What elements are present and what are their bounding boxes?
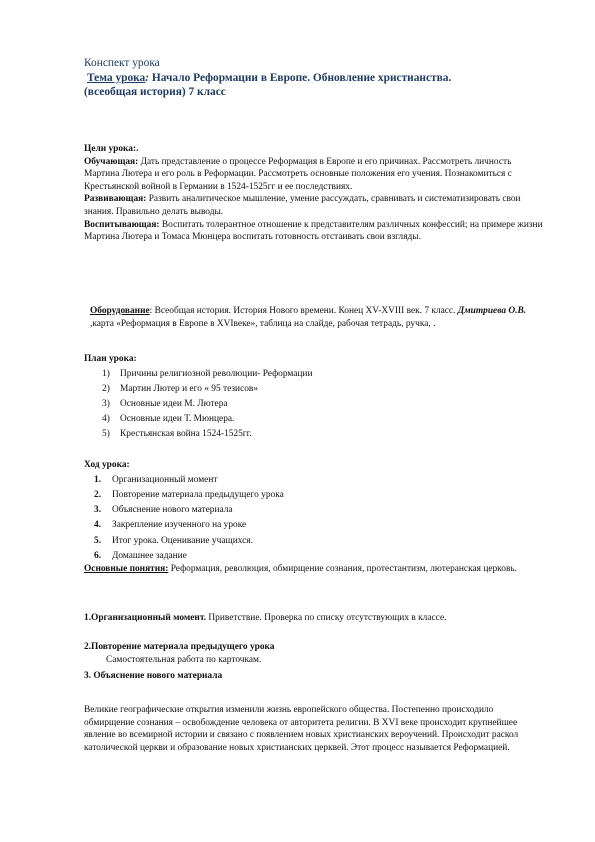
course-item <box>94 504 544 517</box>
section-review <box>84 641 544 666</box>
plan-list <box>84 368 544 441</box>
plan-item-number: 5) <box>102 428 110 439</box>
course-item-text: Домашнее задание <box>112 551 187 561</box>
plan-item-number: 4) <box>102 413 110 424</box>
lesson-theme <box>84 71 544 86</box>
goal-developing-text: Развить аналитическое мышление, умение рассуждать, сравнивать и систематизировать свои знания. Правильно делать выводы. <box>84 194 521 217</box>
theme-text: Начало Реформации в Европе. Обновление христианства. <box>149 71 452 84</box>
main-paragraph: Великие географические открытия изменили жизнь европейского общества. Постепенно происходило обмирщение сознания – освобождение человека от авторитета религии. В XVI веке происходит крупнейшее явление во всемирной истории и связано с появлением новых христианских вероучений. Происходит раскол католической церкви и образование новых христианских церквей. Этот процесс называется Реформацией. <box>84 705 519 753</box>
plan-item-text: Мартин Лютер и его « 95 тезисов» <box>120 383 259 394</box>
key-concepts-text: Реформация, революция, обмирщение сознания, протестантизм, лютеранская церковь. <box>168 563 517 574</box>
goal-educational-text: Дать представление о процессе Реформация в Европе и его причинах. Рассмотреть личность Мартина Лютера и его роль в Реформации. Рассмотреть основные положения его учения. Познакомиться с Крестьянской войной в Германии в 1524-1525гг и ее последствиях. <box>84 156 512 192</box>
plan-heading: План урока: <box>84 354 137 364</box>
goals-section <box>84 143 544 244</box>
course-item-number: 5. <box>94 535 102 546</box>
theme-separator: : <box>145 71 150 84</box>
plan-item-text: Основные идеи Т. Мюнцера. <box>120 413 235 424</box>
course-item-text: Повторение материала предыдущего урока <box>112 489 284 500</box>
course-section <box>84 459 544 575</box>
course-item-number: 4. <box>94 520 102 531</box>
course-item <box>94 519 544 532</box>
goal-developing-label: Развивающая: <box>84 194 147 205</box>
course-item-number: 6. <box>94 551 102 561</box>
course-item <box>94 489 544 502</box>
plan-item-text: Крестьянская война 1524-1525гг. <box>120 428 252 439</box>
section-new-material-label: 3. Объяснение нового материала <box>84 671 223 681</box>
course-list <box>84 474 544 563</box>
section-organizational-label: 1.Организационный момент. <box>84 613 207 623</box>
course-item-number: 2. <box>94 489 102 500</box>
goal-educational <box>84 156 544 194</box>
section-organizational-text: Приветствие. Проверка по списку отсутствующих в классе. <box>206 613 447 623</box>
equipment-section <box>90 305 544 330</box>
goal-upbringing-text: Воспитать толерантное отношение к представителям различных конфессий; на примере жизни Мартина Лютера и Томаса Мюнцера воспитать готовность отстаивать свои взгляды. <box>84 219 543 243</box>
course-item-number: 3. <box>94 505 102 516</box>
plan-item <box>102 428 544 441</box>
goal-developing <box>84 193 544 218</box>
course-heading: Ход урока: <box>84 460 130 470</box>
course-item-text: Закрепление изученного на уроке <box>112 520 247 531</box>
key-concepts-label: Основные понятия: <box>84 563 169 574</box>
goals-heading: Цели урока:. <box>84 144 139 154</box>
course-item-text: Итог урока. Оценивание учащихся. <box>112 535 253 546</box>
theme-line2: (всеобщая история) 7 класс <box>84 86 226 98</box>
plan-item <box>102 383 544 396</box>
course-item-number: 1. <box>94 474 102 485</box>
section-organizational <box>84 612 544 625</box>
plan-item-text: Причины религиозной революции- Реформации <box>120 368 313 379</box>
equipment-label: Оборудование <box>90 306 150 316</box>
goal-upbringing-label: Воспитывающая: <box>84 219 160 230</box>
course-item-text: Организационный момент <box>112 474 218 485</box>
plan-item <box>102 413 544 426</box>
section-review-label: 2.Повторение материала предыдущего урока <box>84 642 275 652</box>
course-item-text: Объяснение нового материала <box>112 505 233 516</box>
goal-educational-label: Обучающая: <box>84 156 139 167</box>
plan-item <box>102 368 544 381</box>
goal-upbringing <box>84 219 544 244</box>
equipment-text-2: ,карта «Реформация в Европе в XVIвеке», таблица на слайде, рабочая тетрадь, ручка, . <box>90 318 436 329</box>
theme-label: Тема урока <box>87 71 146 84</box>
equipment-text-1: : Всеобщая история. История Нового времени. Конец XV-XVIII век. 7 класс. <box>149 306 458 316</box>
course-item <box>94 474 544 487</box>
lesson-summary-label: Конспект урока <box>84 57 160 69</box>
plan-section <box>84 353 544 443</box>
document-header <box>84 56 544 100</box>
plan-item-number: 2) <box>102 383 110 394</box>
plan-item-number: 1) <box>102 368 110 379</box>
plan-item-number: 3) <box>102 398 110 409</box>
key-concepts <box>84 563 544 576</box>
section-new-material <box>84 670 544 683</box>
plan-item-text: Основные идеи М. Лютера <box>120 398 228 409</box>
course-item <box>94 535 544 548</box>
course-item <box>94 550 544 563</box>
equipment-author: Дмитриева О.В. <box>457 306 527 316</box>
plan-item <box>102 398 544 411</box>
section-review-text: Самостоятельная работа по карточкам. <box>106 654 262 665</box>
